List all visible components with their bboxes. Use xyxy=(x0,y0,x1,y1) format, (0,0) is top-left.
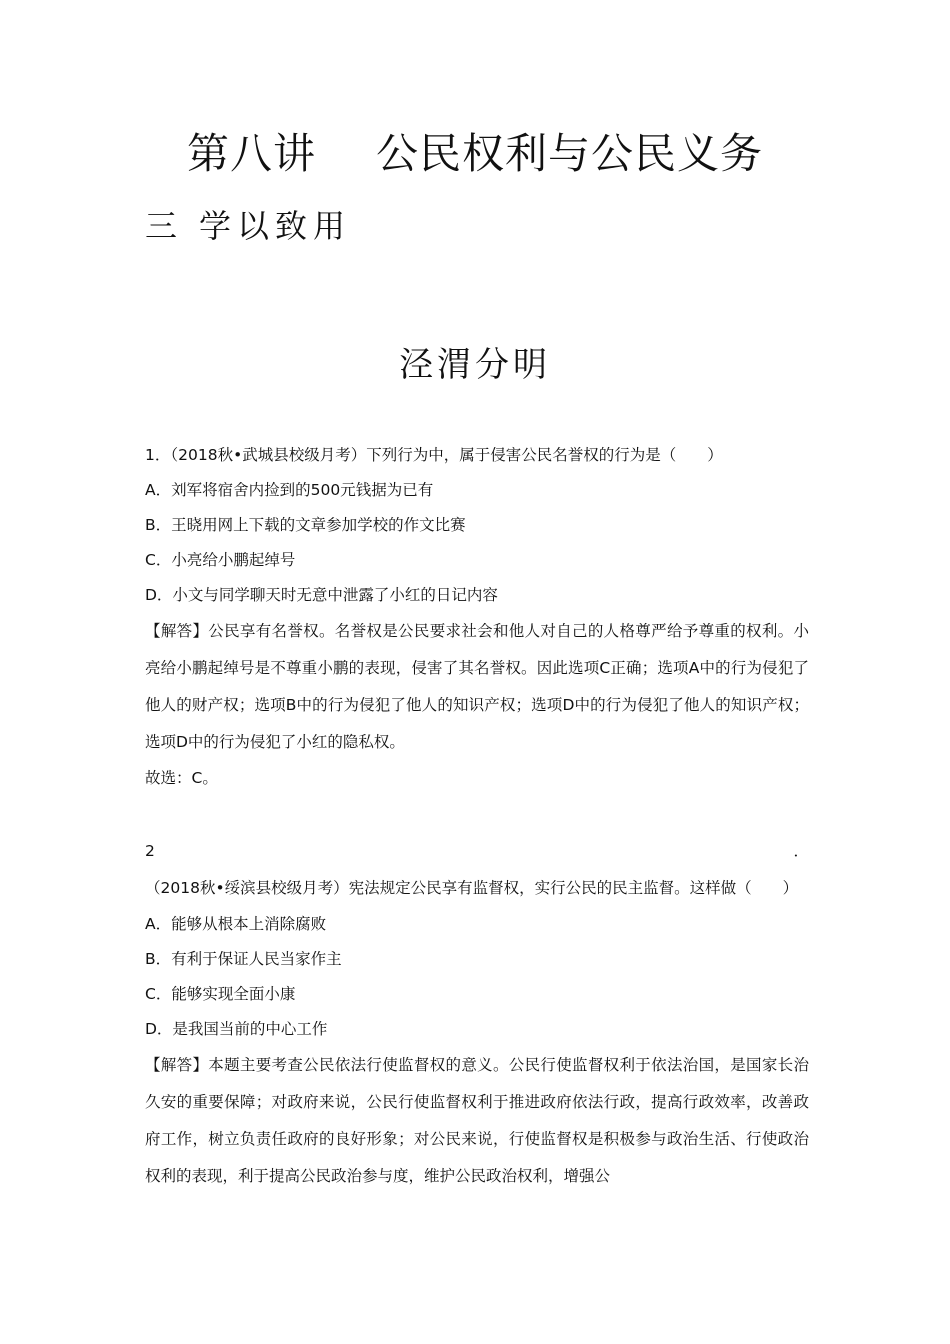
question-2 xyxy=(145,833,809,1195)
option-a: A．刘军将宿舍内捡到的500元钱据为已有 xyxy=(145,481,434,499)
option-c: C．小亮给小鹏起绰号 xyxy=(145,551,296,569)
lesson-number: 第八讲 xyxy=(186,129,316,178)
answer-explanation: 【解答】本题主要考查公民依法行使监督权的意义。公民行使监督权利于依法治国，是国家长治久安的重要保障；对政府来说，公民行使监督权利于推进政府依法行政，提高行政效率，改善政府工作，树立负责任政府的良好形象；对公民来说，行使监督权是积极参与政治生活、行使政治权利的表现，利于提高公民政治参与度，维护公民政治权利，增强公 xyxy=(145,1056,809,1185)
lesson-title xyxy=(0,128,950,180)
answer-choice: 故选：C。 xyxy=(145,769,218,787)
section-number: 三 xyxy=(145,207,184,245)
answer-explanation: 【解答】公民享有名誉权。名誉权是公民要求社会和他人对自己的人格尊严给予尊重的权利。小亮给小鹏起绰号是不尊重小鹏的表现，侵害了其名誉权。因此选项C正确；选项A中的行为侵犯了他人的财产权；选项B中的行为侵犯了他人的知识产权；选项D中的行为侵犯了他人的知识产权；选项D中的行为侵犯了小红的隐私权。 xyxy=(145,622,809,751)
option-a: A．能够从根本上消除腐败 xyxy=(145,915,327,933)
answer-label: 【解答】 xyxy=(145,1056,209,1074)
option-b: B．有利于保证人民当家作主 xyxy=(145,950,342,968)
question-1 xyxy=(145,438,809,796)
section-title: 学以致用 xyxy=(199,207,352,245)
option-d: D．小文与同学聊天时无意中泄露了小红的日记内容 xyxy=(145,586,498,604)
question-stem: 1．（2018秋•武城县校级月考）下列行为中，属于侵害公民名誉权的行为是（ ） xyxy=(145,446,723,464)
option-d: D．是我国当前的中心工作 xyxy=(145,1020,328,1038)
question-number: 1． xyxy=(145,446,171,464)
option-b: B．王晓用网上下载的文章参加学校的作文比赛 xyxy=(145,516,466,534)
topic-title: 泾渭分明 xyxy=(399,345,551,385)
section-heading xyxy=(145,204,351,248)
lesson-name: 公民权利与公民义务 xyxy=(376,129,764,178)
question-list xyxy=(145,438,809,1195)
answer-label: 【解答】 xyxy=(145,622,209,640)
question-number: 2． xyxy=(145,842,809,860)
question-stem: 2．（2018秋•绥滨县校级月考）宪法规定公民享有监督权，实行公民的民主监督。这样做（ ） xyxy=(145,842,809,897)
option-c: C．能够实现全面小康 xyxy=(145,985,296,1003)
